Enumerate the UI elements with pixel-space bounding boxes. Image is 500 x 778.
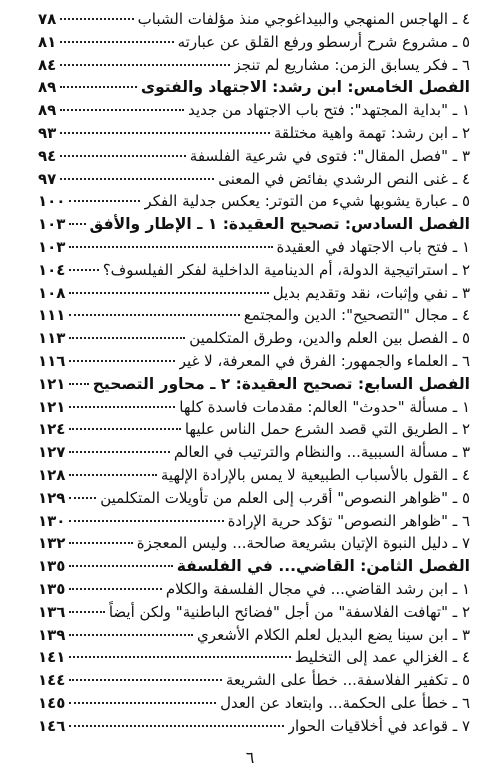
toc-entry-page: ١٣٠ bbox=[38, 511, 66, 530]
toc-entry bbox=[38, 350, 470, 373]
dot-leader bbox=[69, 428, 180, 430]
toc-entry-title: ٥ ـ عبارة يشوبها شيء من التوتر: يعكس جدلية الفكر bbox=[144, 192, 470, 211]
dot-leader bbox=[60, 155, 185, 157]
toc-entry bbox=[38, 646, 470, 669]
toc-entry-title: ١ ـ "بداية المجتهد": فتح باب الاجتهاد من جديد bbox=[188, 101, 470, 120]
toc-chapter-heading bbox=[38, 555, 470, 578]
toc-entry-title: ١ ـ ابن رشد القاضي... في مجال الفلسفة والكلام bbox=[165, 579, 470, 598]
toc-entry-page: ١٢٨ bbox=[38, 465, 66, 484]
toc-entry-page: ٨٤ bbox=[38, 55, 57, 74]
dot-leader bbox=[69, 200, 140, 202]
toc-entry-title: ١ ـ مسألة "حدوث" العالم: مقدمات فاسدة كلها bbox=[179, 397, 470, 416]
toc-entry-title: ٤ ـ غنى النص الرشدي بفائض في المعنى bbox=[218, 169, 470, 188]
dot-leader bbox=[69, 451, 169, 453]
toc-entry-title: ٤ ـ الغزالي عمد إلى التخليط bbox=[294, 648, 470, 667]
dot-leader bbox=[69, 497, 96, 499]
toc-entry-page: ١٠٣ bbox=[38, 215, 66, 234]
dot-leader bbox=[69, 679, 221, 681]
dot-leader bbox=[69, 725, 283, 727]
toc-entry bbox=[38, 122, 470, 145]
toc-entry-page: ١١٦ bbox=[38, 351, 66, 370]
toc-entry-title: ٤ ـ مجال "التصحيح": الدين والمجتمع bbox=[243, 306, 470, 325]
toc-entry-title: ٢ ـ استراتيجية الدولة، أم الدينامية الداخلية لفكر الفيلسوف؟ bbox=[102, 260, 470, 279]
dot-leader bbox=[69, 565, 172, 567]
dot-leader bbox=[69, 702, 216, 704]
dot-leader bbox=[60, 86, 137, 88]
toc-entry-title: ٤ ـ القول بالأسباب الطبيعية لا يمس بالإرادة الإلهية bbox=[160, 465, 470, 484]
toc-entry-page: ٨٩ bbox=[38, 101, 57, 120]
dot-leader bbox=[69, 223, 85, 225]
toc-entry-page: ١٠٨ bbox=[38, 283, 66, 302]
toc-entry bbox=[38, 510, 470, 533]
dot-leader bbox=[69, 337, 185, 339]
toc-entry bbox=[38, 669, 470, 692]
dot-leader bbox=[69, 520, 223, 522]
toc-entry-title: الفصل السابع: تصحيح العقيدة: ٢ ـ محاور التصحيح bbox=[92, 374, 470, 393]
toc-entry-title: ٤ ـ الهاجس المنهجي والبيداغوجي منذ مؤلفات الشباب bbox=[137, 10, 470, 28]
toc-entry-page: ١٢٧ bbox=[38, 443, 66, 462]
toc-chapter-heading bbox=[38, 213, 470, 236]
toc-entry-title: ٢ ـ "تهافت الفلاسفة" من أجل "فضائح الباطنية" ولكن أيضاً bbox=[108, 602, 470, 621]
table-of-contents bbox=[38, 8, 470, 738]
toc-entry-page: ٨١ bbox=[38, 32, 57, 51]
toc-entry-title: ٦ ـ العلماء والجمهور: الفرق في المعرفة، لا غير bbox=[178, 351, 470, 370]
toc-entry bbox=[38, 624, 470, 647]
dot-leader bbox=[60, 109, 184, 111]
toc-entry bbox=[38, 692, 470, 715]
toc-entry-page: ٩٣ bbox=[38, 123, 57, 142]
toc-entry bbox=[38, 327, 470, 350]
toc-entry-page: ١٤٤ bbox=[38, 671, 66, 690]
toc-entry bbox=[38, 145, 470, 168]
toc-entry-title: الفصل الثامن: القاضي... في الفلسفة bbox=[176, 557, 470, 576]
toc-entry-title: ٦ ـ فكر يسابق الزمن: مشاريع لم تنجز bbox=[233, 55, 470, 74]
toc-entry bbox=[38, 282, 470, 305]
toc-entry-page: ١٤١ bbox=[38, 648, 66, 667]
toc-entry-page: ٩٧ bbox=[38, 169, 57, 188]
dot-leader bbox=[60, 64, 229, 66]
toc-entry-title: ٥ ـ الفصل بين العلم والدين، وطرق المتكلمين bbox=[189, 329, 470, 348]
dot-leader bbox=[69, 542, 132, 544]
toc-entry bbox=[38, 99, 470, 122]
toc-entry bbox=[38, 715, 470, 738]
toc-entry bbox=[38, 8, 470, 31]
toc-entry-title: ٧ ـ دليل النبوة الإتيان بشريعة صالحة... وليس المعجزة bbox=[136, 534, 470, 553]
dot-leader bbox=[69, 634, 193, 636]
toc-entry bbox=[38, 418, 470, 441]
toc-entry bbox=[38, 190, 470, 213]
toc-entry-page: ١٤٦ bbox=[38, 716, 66, 735]
toc-entry-title: ٦ ـ "ظواهر النصوص" تؤكد حرية الإرادة bbox=[227, 511, 470, 530]
toc-entry bbox=[38, 601, 470, 624]
toc-entry-page: ٨٩ bbox=[38, 78, 57, 97]
toc-entry-title: ٢ ـ الطريق التي قصد الشرع حمل الناس عليها bbox=[184, 420, 470, 439]
dot-leader bbox=[69, 246, 272, 248]
toc-entry-title: الفصل السادس: تصحيح العقيدة: ١ ـ الإطار والأفق bbox=[89, 215, 470, 234]
toc-entry bbox=[38, 578, 470, 601]
toc-entry-page: ١١٣ bbox=[38, 329, 66, 348]
toc-entry bbox=[38, 54, 470, 77]
toc-entry-page: ١٣٥ bbox=[38, 579, 66, 598]
page-number: ٦ bbox=[245, 748, 255, 767]
toc-entry-title: ٥ ـ مشروع شرح أرسطو ورفع القلق عن عبارته bbox=[177, 32, 470, 51]
dot-leader bbox=[60, 132, 270, 134]
toc-entry-page: ١٣٢ bbox=[38, 534, 66, 553]
dot-leader bbox=[69, 588, 161, 590]
toc-entry-title: ٥ ـ "ظواهر النصوص" أقرب إلى العلم من تأويلات المتكلمين bbox=[100, 488, 470, 507]
toc-entry-title: ٦ ـ خطأ على الحكمة... وابتعاد عن العدل bbox=[220, 693, 470, 712]
toc-entry-page: ١٢٩ bbox=[38, 488, 66, 507]
toc-entry-page: ٧٨ bbox=[38, 10, 57, 28]
toc-chapter-heading bbox=[38, 373, 470, 396]
toc-entry-title: ٢ ـ ابن رشد: تهمة واهية مختلقة bbox=[273, 123, 470, 142]
toc-entry bbox=[38, 441, 470, 464]
toc-chapter-heading bbox=[38, 76, 470, 99]
toc-entry bbox=[38, 464, 470, 487]
toc-entry bbox=[38, 168, 470, 191]
toc-entry-title: ١ ـ فتح باب الاجتهاد في العقيدة bbox=[276, 237, 470, 256]
dot-leader bbox=[69, 383, 88, 385]
dot-leader bbox=[60, 178, 214, 180]
toc-entry-page: ١١١ bbox=[38, 306, 66, 325]
toc-entry-page: ١٠٠ bbox=[38, 192, 66, 211]
dot-leader bbox=[69, 611, 104, 613]
toc-entry bbox=[38, 532, 470, 555]
toc-entry-page: ١٢١ bbox=[38, 374, 66, 393]
dot-leader bbox=[69, 269, 98, 271]
toc-entry-title: ٣ ـ ابن سينا يضع البديل لعلم الكلام الأشعري bbox=[197, 625, 470, 644]
toc-entry-title: ٣ ـ مسألة السببية... والنظام والترتيب في العالم bbox=[173, 443, 470, 462]
toc-entry bbox=[38, 304, 470, 327]
toc-entry-page: ١٤٥ bbox=[38, 693, 66, 712]
dot-leader bbox=[60, 41, 173, 43]
toc-entry-page: ١٢١ bbox=[38, 397, 66, 416]
dot-leader bbox=[69, 314, 239, 316]
toc-entry-title: ٣ ـ نفي وإثبات، نقد وتقديم بديل bbox=[272, 283, 470, 302]
toc-entry-title: ٥ ـ تكفير الفلاسفة... خطأ على الشريعة bbox=[225, 671, 470, 690]
toc-entry bbox=[38, 236, 470, 259]
toc-entry bbox=[38, 31, 470, 54]
toc-entry-page: ١٠٤ bbox=[38, 260, 66, 279]
toc-entry-title: ٣ ـ "فصل المقال": فتوى في شرعية الفلسفة bbox=[189, 146, 470, 165]
toc-entry-page: ١٠٣ bbox=[38, 237, 66, 256]
toc-entry-page: ١٢٤ bbox=[38, 420, 66, 439]
toc-entry-page: ١٣٦ bbox=[38, 602, 66, 621]
toc-entry-page: ١٣٥ bbox=[38, 557, 66, 576]
toc-entry bbox=[38, 396, 470, 419]
toc-entry-title: ٧ ـ قواعد في أخلاقيات الحوار bbox=[287, 716, 470, 735]
dot-leader bbox=[69, 292, 268, 294]
toc-entry bbox=[38, 259, 470, 282]
dot-leader bbox=[69, 360, 174, 362]
dot-leader bbox=[69, 656, 290, 658]
toc-entry-page: ١٣٩ bbox=[38, 625, 66, 644]
dot-leader bbox=[69, 406, 175, 408]
toc-entry-page: ٩٤ bbox=[38, 146, 57, 165]
toc-entry bbox=[38, 487, 470, 510]
dot-leader bbox=[69, 474, 156, 476]
toc-entry-title: الفصل الخامس: ابن رشد: الاجتهاد والفتوى bbox=[140, 78, 470, 97]
dot-leader bbox=[60, 18, 133, 20]
